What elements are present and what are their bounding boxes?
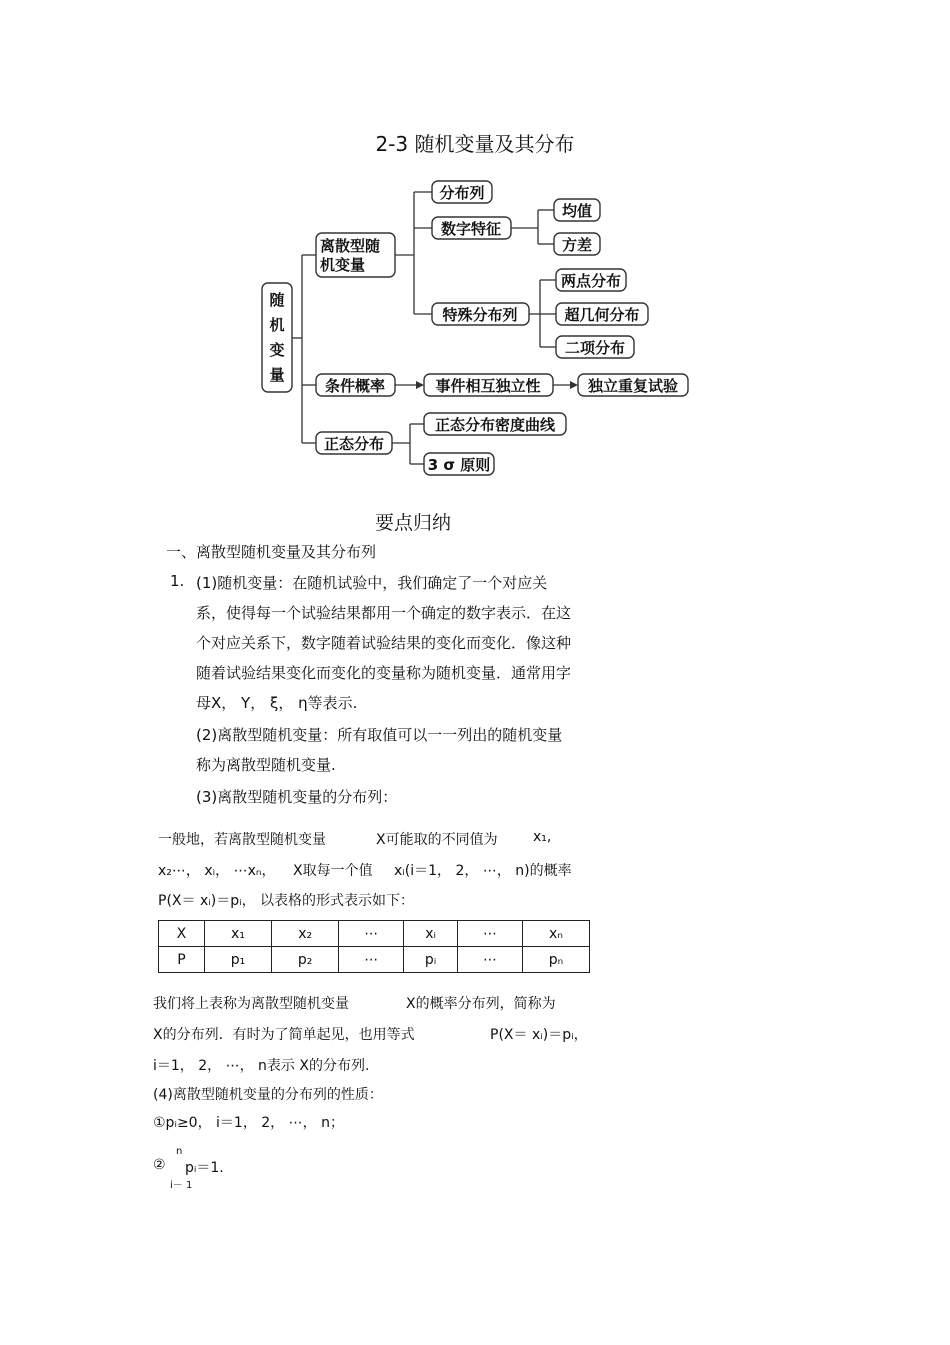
distribution-node: 分布列	[439, 184, 485, 202]
section1-heading: 一、离散型随机变量及其分布列	[166, 543, 377, 561]
binomial-node: 二项分布	[564, 339, 626, 357]
item1-number: 1.	[170, 572, 185, 590]
after-table-text: X的分布列．有时为了简单起见，也用等式	[153, 1027, 415, 1043]
table-row	[159, 921, 590, 947]
table-cell: ⋯	[339, 921, 404, 947]
after-table-text: X的概率分布列，简称为	[406, 996, 556, 1012]
table-cell: xₙ	[522, 921, 589, 947]
item1-line: (1)随机变量：在随机试验中，我们确定了一个对应关	[196, 574, 548, 592]
discrete-node-line1: 离散型随	[320, 237, 381, 255]
root-node-char-1: 随	[269, 291, 285, 309]
item1-line: 系，使得每一个试验结果都用一个确定的数字表示．在这	[196, 604, 572, 622]
section-title: 要点归纳	[374, 512, 451, 534]
general-text: xᵢ(i＝1， 2， ⋯， n)的概率	[394, 863, 572, 879]
table-cell: ⋯	[339, 947, 404, 973]
property-2-body: pᵢ＝1.	[185, 1160, 224, 1176]
table-cell: X	[159, 921, 205, 947]
root-node-char-3: 变	[269, 341, 285, 359]
table-cell: pₙ	[522, 947, 589, 973]
concept-diagram	[256, 172, 696, 482]
general-text: x₁,	[533, 829, 552, 845]
table-cell: pᵢ	[404, 947, 458, 973]
special-distributions-node: 特殊分布列	[442, 306, 518, 324]
general-text: x₂⋯， xᵢ， ⋯xₙ，	[158, 863, 276, 879]
document-title: 2-3 随机变量及其分布	[375, 132, 575, 156]
two-point-node: 两点分布	[560, 272, 622, 290]
table-cell: ⋯	[457, 921, 522, 947]
three-sigma-node: 3 σ 原则	[427, 456, 491, 474]
sum-upper-limit: n	[176, 1146, 183, 1157]
root-node-char-4: 量	[269, 366, 285, 384]
normal-node: 正态分布	[323, 435, 385, 453]
general-text: X取每一个值	[293, 863, 373, 879]
after-table-text: P(X＝ xᵢ)＝pᵢ，	[490, 1027, 588, 1043]
distribution-table	[158, 920, 590, 973]
normal-curve-node: 正态分布密度曲线	[434, 416, 556, 434]
table-cell: xᵢ	[404, 921, 458, 947]
item2-line: (2)离散型随机变量：所有取值可以一一列出的随机变量	[196, 726, 563, 744]
conditional-probability-node: 条件概率	[324, 377, 386, 395]
discrete-node-line2: 机变量	[320, 256, 366, 274]
after-table-text: i＝1， 2， ⋯， n表示 X的分布列.	[153, 1058, 370, 1074]
table-cell: p₁	[204, 947, 271, 973]
item1-line: 随着试验结果变化而变化的变量称为随机变量．通常用字	[196, 664, 572, 682]
variance-node: 方差	[561, 236, 593, 254]
item1-line: 个对应关系下，数字随着试验结果的变化而变化．像这种	[196, 634, 572, 652]
item2-line: 称为离散型随机变量.	[196, 756, 336, 774]
table-cell: x₁	[204, 921, 271, 947]
sum-lower-limit: i－ 1	[170, 1180, 193, 1191]
table-row	[159, 947, 590, 973]
after-table-text: 我们将上表称为离散型随机变量	[153, 996, 349, 1012]
item3-line: (3)离散型随机变量的分布列：	[196, 788, 398, 806]
general-text: 一般地，若离散型随机变量	[158, 832, 326, 848]
numeric-features-node: 数字特征	[440, 220, 502, 238]
root-node-char-2: 机	[269, 316, 285, 334]
item1-line: 母X， Y， ξ， η等表示.	[196, 694, 358, 712]
general-text: X可能取的不同值为	[376, 832, 498, 848]
property-2-prefix: ②	[153, 1157, 166, 1173]
property-1: ①pᵢ≥0， i＝1， 2， ⋯， n；	[153, 1115, 344, 1131]
mean-node: 均值	[561, 202, 593, 220]
item4-line: (4)离散型随机变量的分布列的性质：	[153, 1087, 383, 1103]
hypergeometric-node: 超几何分布	[564, 306, 640, 324]
table-cell: x₂	[272, 921, 339, 947]
table-cell: p₂	[272, 947, 339, 973]
table-cell: ⋯	[457, 947, 522, 973]
repeated-trials-node: 独立重复试验	[587, 377, 679, 395]
table-cell: P	[159, 947, 205, 973]
general-text: P(X＝ xᵢ)＝pᵢ， 以表格的形式表示如下：	[158, 893, 415, 909]
independence-node: 事件相互独立性	[435, 377, 541, 395]
